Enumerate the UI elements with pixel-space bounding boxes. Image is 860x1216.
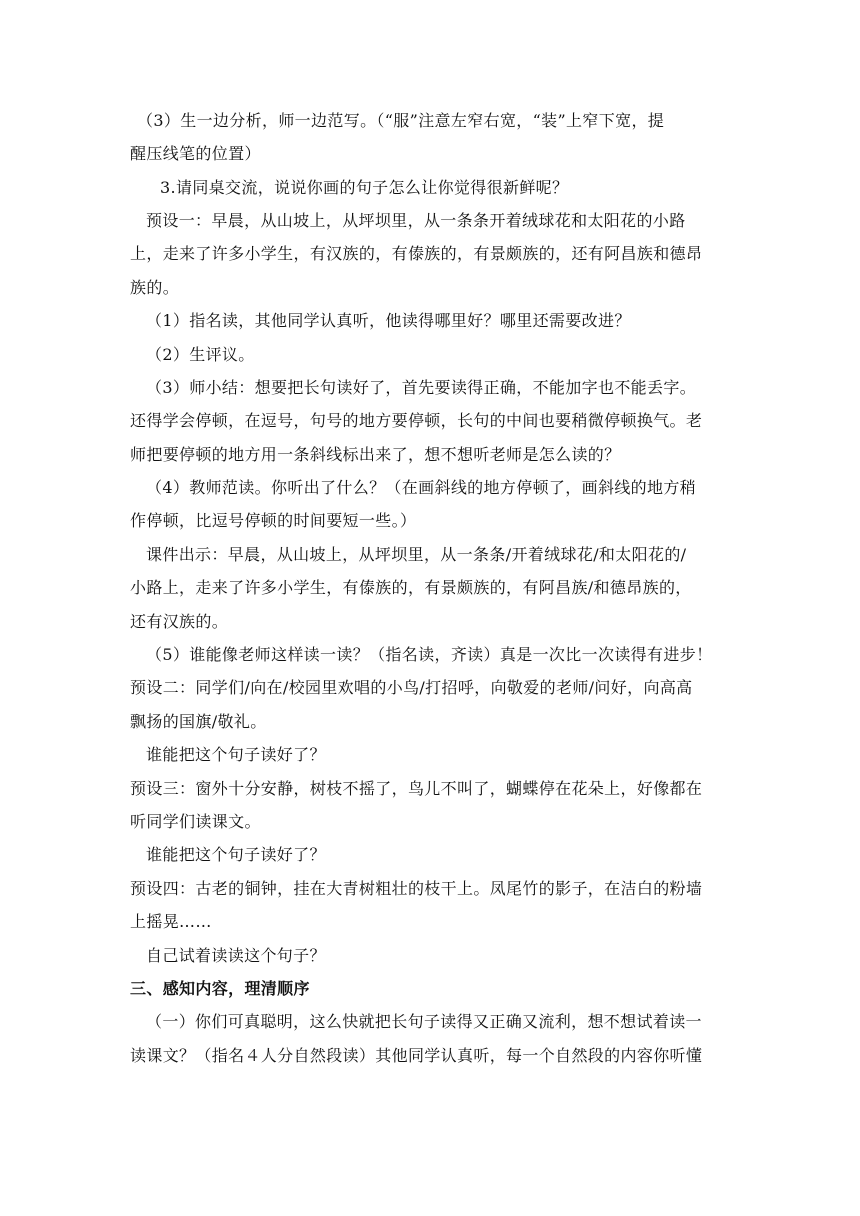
text-line: 预设一：早晨，从山坡上，从坪坝里，从一条条开着绒球花和太阳花的小路 xyxy=(146,211,686,230)
text-line: 上，走来了许多小学生，有汉族的，有傣族的，有景颇族的，还有阿昌族和德昂 xyxy=(130,244,703,263)
text-line: 上摇晃…… xyxy=(130,912,212,931)
text-line: 醒压线笔的位置） xyxy=(130,144,261,163)
text-line: 谁能把这个句子读好了？ xyxy=(146,845,326,864)
text-line: 还有汉族的。 xyxy=(130,612,229,631)
text-line: 谁能把这个句子读好了？ xyxy=(146,745,326,764)
text-line: 听同学们读课文。 xyxy=(130,812,261,831)
text-line: 师把要停顿的地方用一条斜线标出来了，想不想听老师是怎么读的？ xyxy=(130,445,621,464)
text-line: 预设四：古老的铜钟，挂在大青树粗壮的枝干上。凤尾竹的影子，在洁白的粉墙 xyxy=(130,879,703,898)
text-line: （一）你们可真聪明，这么快就把长句子读得又正确又流利，想不想试着读一 xyxy=(146,1012,702,1031)
text-line: 族的。 xyxy=(130,278,180,297)
text-line: （4）教师范读。你听出了什么？（在画斜线的地方停顿了，画斜线的地方稍 xyxy=(146,478,697,497)
text-line: （1）指名读，其他同学认真听，他读得哪里好？哪里还需要改进？ xyxy=(146,311,631,330)
text-line: （2）生评议。 xyxy=(146,345,255,364)
text-line: 作停顿，比逗号停顿的时间要短一些。） xyxy=(130,511,417,530)
text-line: 还得学会停顿，在逗号，句号的地方要停顿，长句的中间也要稍微停顿换气。老 xyxy=(130,411,703,430)
text-line: 预设三：窗外十分安静，树枝不摇了，鸟儿不叫了，蝴蝶停在花朵上，好像都在 xyxy=(130,779,703,798)
text-line: 飘扬的国旗/敬礼。 xyxy=(130,712,267,731)
text-line: （5）谁能像老师这样读一读？（指名读，齐读）真是一次比一次读得有进步！ xyxy=(146,645,713,664)
text-line: 自己试着读读这个句子？ xyxy=(146,946,326,965)
text-line: （3）师小结：想要把长句读好了，首先要读得正确，不能加字也不能丢字。 xyxy=(146,378,697,397)
text-line: 读课文？（指名４人分自然段读）其他同学认真听，每一个自然段的内容你听懂 xyxy=(130,1046,703,1065)
text-line: 课件出示：早晨，从山坡上，从坪坝里，从一条条/开着绒球花/和太阳花的/ xyxy=(146,545,687,564)
text-line: 小路上，走来了许多小学生，有傣族的，有景颇族的，有阿昌族/和德昂族的， xyxy=(130,578,692,597)
section-heading: 三、感知内容，理清顺序 xyxy=(130,979,310,998)
text-line: 3.请同桌交流，说说你画的句子怎么让你觉得很新鲜呢？ xyxy=(160,178,569,197)
text-line: （3）生一边分析，师一边范写。（“服”注意左窄右宽，“装”上窄下宽，提 xyxy=(137,111,665,130)
text-line: 预设二：同学们/向在/校园里欢唱的小鸟/打招呼，向敬爱的老师/问好，向高高 xyxy=(130,678,693,697)
